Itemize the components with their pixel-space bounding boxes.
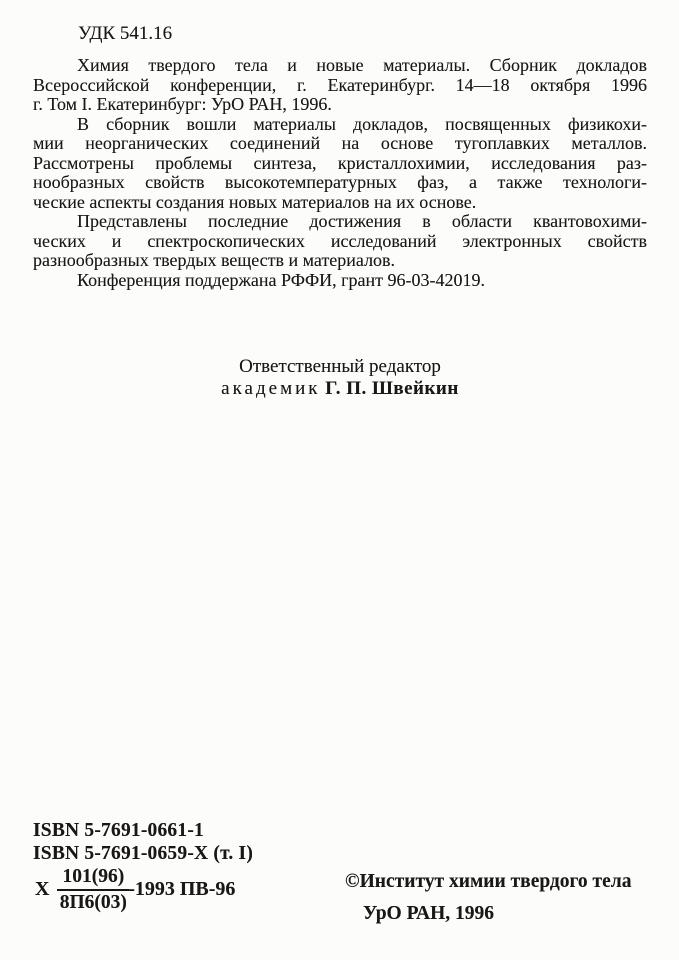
isbn-line-volume1: ISBN 5-7691-0659-X (т. I) xyxy=(33,843,254,864)
text-line: мии неорганических соединений на основе тугоплавких металлов. xyxy=(33,133,647,153)
classification-fraction xyxy=(57,866,129,914)
udc-code: УДК 541.16 xyxy=(78,23,173,44)
text-line: Химия твердого тела и новые материалы. Сборник докладов xyxy=(77,55,647,75)
text-line: Всероссийской конференции, г. Екатеринбург. 14—18 октября 1996 xyxy=(33,74,647,95)
copyright-holder: ©Институт химии твердого тела xyxy=(345,871,632,892)
text-line: В сборник вошли материалы докладов, посвященных физикохи- xyxy=(77,113,647,134)
text-line: ческих и спектроскопических исследований электронных свойств xyxy=(33,230,647,251)
grant-note xyxy=(33,271,647,291)
annotation-paragraph-2 xyxy=(33,212,647,271)
text-line: г. Том I. Екатеринбург: УрО РАН, 1996. xyxy=(33,94,332,114)
text-line: Конференция поддержана РФФИ, грант 96-03-42019. xyxy=(77,269,486,290)
text-line: нообразных свойств высокотемпературных фаз, а также технологи- xyxy=(33,172,647,192)
copyright-year: УрО РАН, 1996 xyxy=(363,903,495,924)
fraction-denominator: 8П6(03) xyxy=(59,891,127,913)
classification-mark xyxy=(35,866,235,914)
editor-line xyxy=(33,378,647,400)
editor-title: академик xyxy=(221,378,321,399)
classification-prefix: Х xyxy=(35,878,50,901)
editor-name: Г. П. Швейкин xyxy=(325,378,459,399)
fraction-numerator: 101(96) xyxy=(57,866,129,891)
text-line: разнообразных твердых веществ и материалов. xyxy=(33,250,396,270)
isbn-line-set: ISBN 5-7691-0661-1 xyxy=(33,820,204,841)
text-line: Представлены последние достижения в области квантовохими- xyxy=(77,211,647,231)
annotation-block xyxy=(33,56,647,290)
text-line: Рассмотрены проблемы синтеза, кристаллохимии, исследования раз- xyxy=(33,152,647,173)
bibliographic-description xyxy=(33,56,647,115)
text-line: ческие аспекты создания новых материалов на их основе. xyxy=(33,191,477,212)
annotation-paragraph-1 xyxy=(33,115,647,213)
classification-suffix: -1993 ПВ-96 xyxy=(128,878,236,901)
editor-block xyxy=(33,356,647,400)
editor-role: Ответственный редактор xyxy=(239,356,441,377)
